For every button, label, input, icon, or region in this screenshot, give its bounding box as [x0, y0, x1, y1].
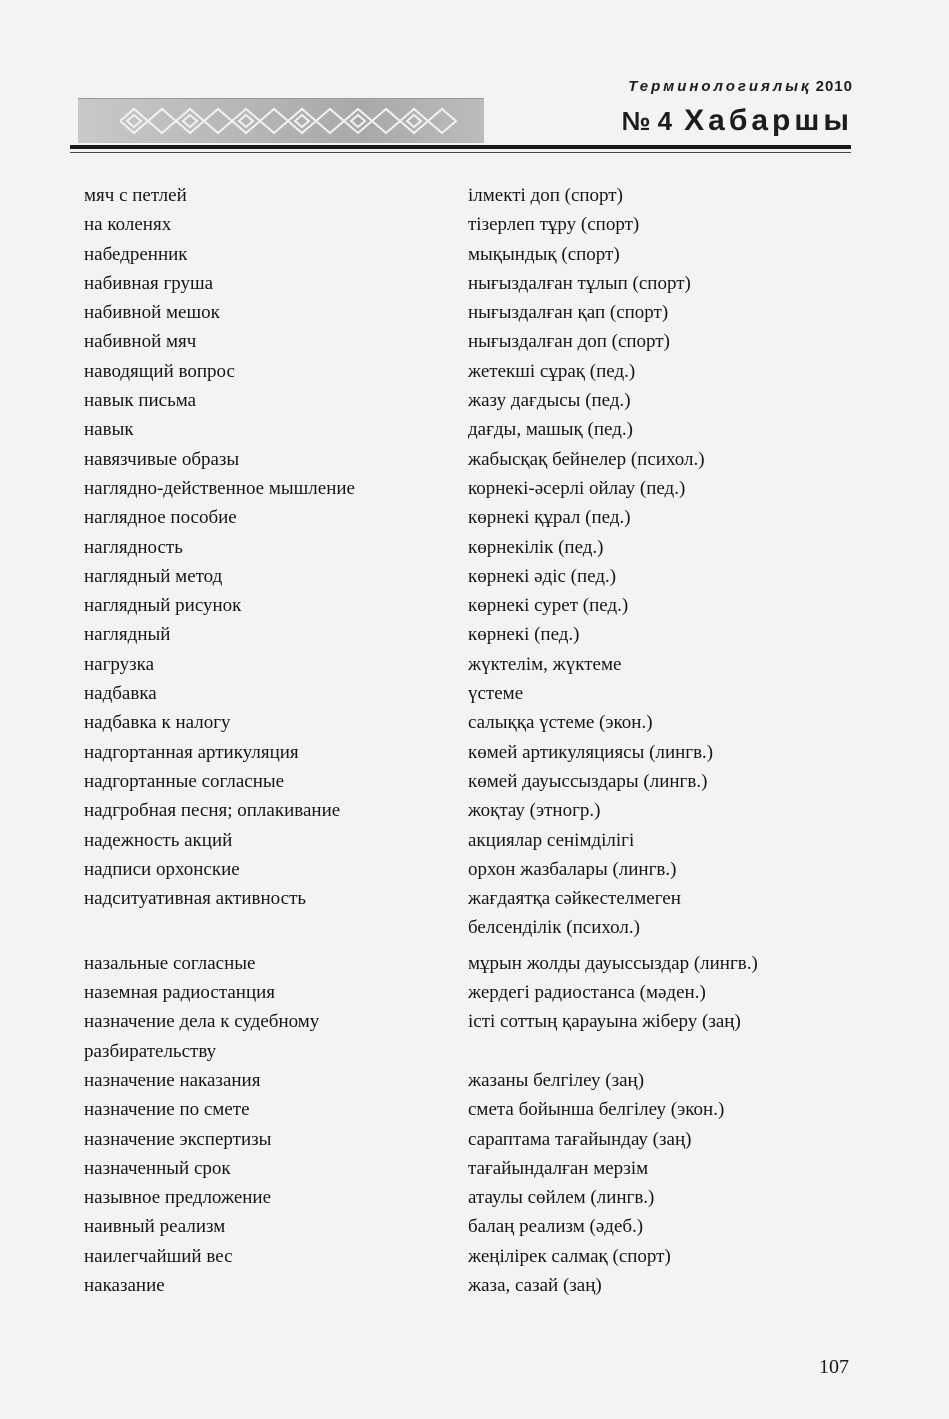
glossary-entry: [84, 357, 844, 386]
kazakh-term: жердегі радиостанса (мәден.): [468, 982, 706, 1004]
glossary-entry: [84, 767, 844, 796]
glossary-entry: [84, 1095, 844, 1124]
kazakh-term: ілмекті доп (спорт): [468, 185, 623, 206]
kazakh-term: корнекі-әсерлі ойлау (пед.): [468, 477, 686, 499]
kazakh-term: тізерлеп тұру (спорт): [468, 214, 640, 236]
kazakh-term: істі соттың қарауына жіберу (заң): [468, 1011, 741, 1033]
russian-term: наглядный метод: [84, 565, 223, 587]
russian-term: наилегчайший вес: [84, 1245, 233, 1267]
kazakh-term: жоқтау (этногр.): [468, 800, 601, 822]
russian-term: наглядность: [84, 536, 183, 558]
glossary-entry: [84, 978, 844, 1007]
glossary-list: [84, 181, 844, 1300]
russian-term: надгортанные согласные: [84, 770, 285, 792]
glossary-entry: [84, 1154, 844, 1183]
kazakh-term: жағдаятқа сәйкестелмеген: [468, 888, 681, 910]
header-rule-thick: [70, 145, 851, 149]
glossary-entry: [84, 949, 844, 978]
kazakh-term: смета бойынша белгілеу (экон.): [468, 1099, 725, 1121]
kazakh-term: көмей артикуляциясы (лингв.): [468, 741, 714, 763]
russian-term: назначение наказания: [84, 1069, 261, 1091]
glossary-entry: [84, 1183, 844, 1212]
journal-name: Терминологиялық: [628, 78, 812, 95]
journal-title: Хабаршы: [684, 104, 853, 137]
glossary-entry: [84, 796, 844, 825]
glossary-entry: [84, 650, 844, 679]
russian-term: наглядный рисунок: [84, 595, 242, 617]
kazakh-term: нығыздалған тұлып (спорт): [468, 272, 691, 294]
glossary-entry: [84, 591, 844, 620]
glossary-entry: [84, 210, 844, 239]
russian-term: наказание: [84, 1274, 165, 1296]
russian-term: назначение по смете: [84, 1099, 250, 1121]
russian-term: мяч с петлей: [84, 185, 187, 206]
russian-term: наглядно-действенное мышление: [84, 477, 355, 499]
kazakh-term: жаза, сазай (заң): [468, 1274, 602, 1296]
russian-term: надбавка: [84, 683, 157, 705]
ornament-pattern-icon: [120, 107, 460, 135]
russian-term: наглядный: [84, 624, 171, 646]
glossary-entry: [84, 474, 844, 503]
russian-term: надситуативная активность: [84, 888, 307, 910]
glossary-entry: [84, 1271, 844, 1300]
kazakh-term: көмей дауыссыздары (лингв.): [468, 770, 708, 792]
kazakh-term: орхон жазбалары (лингв.): [468, 858, 677, 880]
kazakh-term: нығыздалған доп (спорт): [468, 331, 670, 353]
kazakh-term: үстеме: [468, 683, 524, 705]
glossary-entry: [84, 533, 844, 562]
glossary-entry: [84, 1242, 844, 1271]
kazakh-term: салыққа үстеме (экон.): [468, 712, 653, 734]
kazakh-term: атаулы сөйлем (лингв.): [468, 1187, 655, 1209]
kazakh-term: жеңілірек салмақ (спорт): [468, 1245, 671, 1267]
kazakh-term: жазу дағдысы (пед.): [468, 390, 631, 412]
kazakh-term: жетекші сұрақ (пед.): [468, 360, 636, 382]
russian-term: набивной мяч: [84, 331, 197, 353]
glossary-entry: [84, 562, 844, 591]
russian-term: набедренник: [84, 243, 188, 265]
header-rule-thin: [70, 152, 851, 153]
glossary-entry: [84, 415, 844, 444]
kazakh-term: тағайындалған мерзім: [468, 1157, 649, 1179]
russian-term: навык: [84, 419, 134, 441]
glossary-entry: [84, 386, 844, 415]
glossary-entry: [84, 269, 844, 298]
kazakh-term: [468, 1037, 844, 1066]
journal-name-line: [628, 78, 853, 95]
kazakh-term: көрнекі әдіс (пед.): [468, 565, 617, 587]
ornament-band: [78, 98, 484, 143]
russian-term: набивной мешок: [84, 302, 220, 324]
kazakh-term: балаң реализм (әдеб.): [468, 1216, 644, 1238]
russian-term: наивный реализм: [84, 1216, 226, 1238]
kazakh-term: мықындық (спорт): [468, 243, 620, 265]
glossary-entry: [84, 1007, 844, 1036]
russian-term: набивная груша: [84, 272, 214, 294]
glossary-entry: [84, 1066, 844, 1095]
kazakh-term: нығыздалған қап (спорт): [468, 302, 669, 324]
kazakh-term: жазаны белгілеу (заң): [468, 1069, 645, 1091]
kazakh-term: белсенділік (психол.): [468, 917, 640, 939]
kazakh-term: көрнекі (пед.): [468, 624, 580, 646]
russian-term: назывное предложение: [84, 1187, 272, 1209]
kazakh-term: акциялар сенімділігі: [468, 829, 635, 851]
russian-term: наземная радиостанция: [84, 982, 276, 1004]
russian-term: надгортанная артикуляция: [84, 741, 299, 763]
glossary-entry: [84, 738, 844, 767]
russian-term: [84, 913, 468, 942]
kazakh-term: көрнекілік (пед.): [468, 536, 604, 558]
glossary-entry: [84, 1125, 844, 1154]
russian-term: назначение дела к судебному: [84, 1011, 320, 1033]
glossary-entry: [84, 181, 844, 210]
kazakh-term: дағды, машық (пед.): [468, 419, 633, 441]
glossary-entry: [84, 240, 844, 269]
journal-year: 2010: [815, 78, 853, 95]
issue-number: № 4: [621, 106, 673, 136]
glossary-entry: [84, 708, 844, 737]
russian-term: наводящий вопрос: [84, 360, 235, 382]
kazakh-term: сараптама тағайындау (заң): [468, 1128, 692, 1150]
glossary-entry: [84, 445, 844, 474]
russian-term: надгробная песня; оплакивание: [84, 800, 341, 822]
russian-term: надежность акций: [84, 829, 233, 851]
glossary-entry: [84, 826, 844, 855]
glossary-entry: [84, 855, 844, 884]
glossary-entry: [84, 620, 844, 649]
russian-term: надписи орхонские: [84, 858, 240, 880]
russian-term: на коленях: [84, 214, 172, 236]
glossary-entry: [84, 327, 844, 356]
russian-term: надбавка к налогу: [84, 712, 231, 734]
russian-term: назначенный срок: [84, 1157, 231, 1179]
kazakh-term: жүктелім, жүктеме: [468, 653, 622, 675]
russian-term: нагрузка: [84, 653, 155, 675]
glossary-entry: [84, 884, 844, 913]
kazakh-term: көрнекі сурет (пед.): [468, 595, 629, 617]
glossary-entry: [84, 679, 844, 708]
russian-term: навязчивые образы: [84, 448, 240, 470]
journal-header: [621, 104, 853, 138]
kazakh-term: жабысқақ бейнелер (психол.): [468, 448, 705, 470]
russian-term: назначение экспертизы: [84, 1128, 272, 1150]
page-number: 107: [819, 1356, 849, 1378]
russian-term: наглядное пособие: [84, 507, 237, 529]
kazakh-term: мұрын жолды дауыссыздар (лингв.): [468, 952, 758, 974]
russian-term: назальные согласные: [84, 952, 256, 974]
glossary-entry: [84, 503, 844, 532]
russian-term: разбирательству: [84, 1040, 217, 1062]
glossary-entry: [84, 298, 844, 327]
glossary-entry-continuation: [84, 1037, 844, 1066]
russian-term: навык письма: [84, 390, 197, 412]
kazakh-term: көрнекі құрал (пед.): [468, 507, 631, 529]
glossary-entry-continuation: [84, 913, 844, 942]
glossary-entry: [84, 1212, 844, 1241]
